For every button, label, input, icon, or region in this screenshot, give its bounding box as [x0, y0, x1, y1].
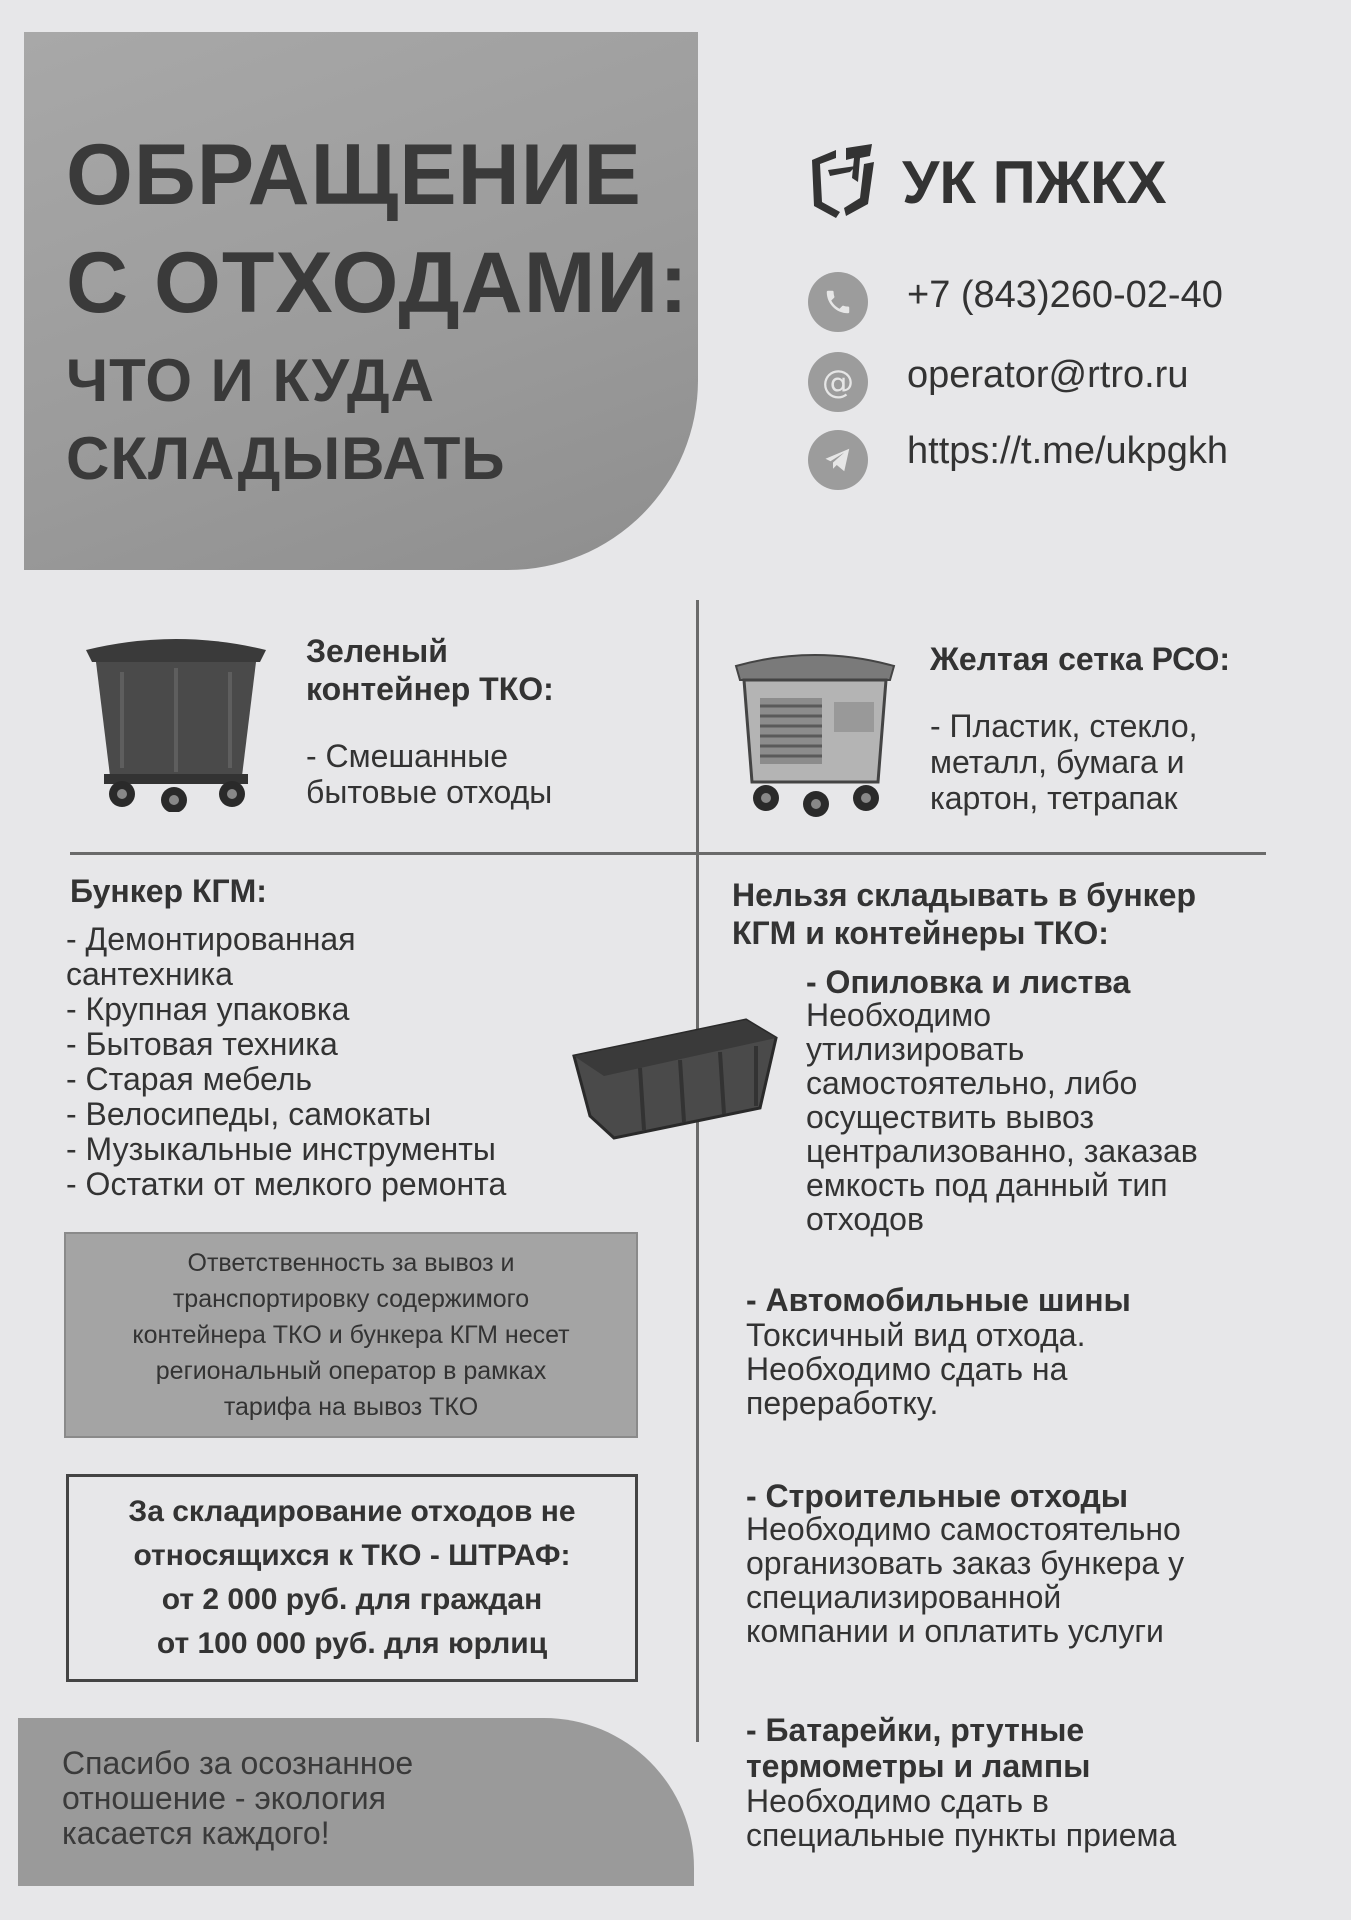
forbidden-item-title-line: термометры и лампы: [746, 1748, 1091, 1784]
forbidden-item-body-line: Токсичный вид отхода.: [746, 1317, 1086, 1353]
vertical-divider: [696, 600, 699, 1742]
thanks-line: Спасибо за осознанное: [62, 1745, 414, 1781]
forbidden-item-body: [806, 998, 1286, 1236]
forbidden-item-title: - Опиловка и листва: [806, 964, 1131, 1000]
forbidden-heading-line-2: КГМ и контейнеры ТКО:: [732, 915, 1109, 951]
forbidden-heading: [732, 876, 1292, 952]
phone-number: +7 (843)260-02-40: [907, 274, 1223, 316]
list-item: - Остатки от мелкого ремонта: [66, 1166, 507, 1202]
forbidden-item-title: - Автомобильные шины: [746, 1282, 1131, 1318]
forbidden-item-body-line: компании и оплатить услуги: [746, 1613, 1164, 1649]
forbidden-item-title: - Строительные отходы: [746, 1478, 1129, 1514]
forbidden-item-body-line: самостоятельно, либо: [806, 1065, 1138, 1101]
yellow-net-body-line-2: металл, бумага и: [930, 744, 1185, 780]
forbidden-item-body-line: централизованно, заказав: [806, 1133, 1198, 1169]
kgm-list: [66, 922, 506, 1202]
yellow-net-bin-icon: [730, 640, 900, 818]
list-item: - Бытовая техника: [66, 1026, 338, 1062]
thanks-line: касается каждого!: [62, 1815, 330, 1851]
fine-box: [66, 1474, 638, 1682]
forbidden-item-body: [746, 1512, 1286, 1648]
subtitle-line-1: ЧТО И КУДА: [66, 347, 435, 414]
forbidden-item-body-line: специальные пункты приема: [746, 1817, 1177, 1853]
title-line-2: С ОТХОДАМИ:: [66, 235, 689, 331]
title-line-1: ОБРАЩЕНИЕ: [66, 127, 642, 223]
green-container-heading: [306, 632, 606, 708]
list-item: - Демонтированная: [66, 921, 356, 957]
forbidden-item-body-line: Необходимо сдать в: [746, 1783, 1049, 1819]
forbidden-heading-line-1: Нельзя складывать в бункер: [732, 877, 1197, 913]
fine-line: от 2 000 руб. для граждан: [161, 1583, 543, 1616]
thanks-line: отношение - экология: [62, 1780, 386, 1816]
list-item: - Крупная упаковка: [66, 991, 350, 1027]
forbidden-item-body-line: Необходимо: [806, 997, 992, 1033]
forbidden-item-body-line: осуществить вывоз: [806, 1099, 1095, 1135]
fine-line: от 100 000 руб. для юрлиц: [156, 1627, 548, 1660]
forbidden-item-body-line: Необходимо самостоятельно: [746, 1511, 1181, 1547]
thanks-text: [62, 1746, 582, 1851]
list-item: - Музыкальные инструменты: [66, 1131, 496, 1167]
responsibility-line: тарифа на вывоз ТКО: [223, 1393, 479, 1421]
list-item: - Старая мебель: [66, 1061, 313, 1097]
fine-line: относящихся к ТКО - ШТРАФ:: [133, 1539, 571, 1572]
list-item: - Велосипеды, самокаты: [66, 1096, 432, 1132]
forbidden-item-body-line: переработку.: [746, 1385, 939, 1421]
forbidden-item-body: [746, 1318, 1206, 1420]
responsibility-box: [64, 1232, 638, 1438]
skip-bin-icon: [570, 1012, 780, 1140]
company-logo-icon: [806, 142, 880, 220]
green-container-heading-line-2: контейнер ТКО:: [306, 671, 554, 707]
yellow-net-body-line-3: картон, тетрапак: [930, 780, 1178, 816]
forbidden-item-body-line: утилизировать: [806, 1031, 1025, 1067]
forbidden-item-title-line: - Батарейки, ртутные: [746, 1712, 1085, 1748]
horizontal-divider: [70, 852, 1266, 855]
responsibility-line: региональный оператор в рамках: [155, 1357, 547, 1385]
yellow-net-body: [930, 708, 1310, 816]
responsibility-line: транспортировку содержимого: [172, 1285, 530, 1313]
phone-icon: [808, 272, 868, 332]
kgm-heading: Бункер КГМ:: [70, 873, 267, 909]
telegram-link: https://t.me/ukpgkh: [907, 430, 1229, 472]
responsibility-line: контейнера ТКО и бункера КГМ несет: [132, 1321, 570, 1349]
forbidden-item-body: [746, 1784, 1266, 1852]
subtitle-line-2: СКЛАДЫВАТЬ: [66, 425, 506, 492]
forbidden-item-body-line: организовать заказ бункера у: [746, 1545, 1185, 1581]
responsibility-line: Ответственность за вывоз и: [187, 1249, 515, 1277]
green-container-body-line-1: - Смешанные: [306, 738, 509, 774]
email-icon: @: [808, 352, 868, 412]
company-name: УК ПЖКХ: [902, 149, 1167, 216]
list-item: сантехника: [66, 956, 233, 992]
green-container-body: [306, 738, 666, 810]
forbidden-item-body-line: специализированной: [746, 1579, 1062, 1615]
yellow-net-body-line-1: - Пластик, стекло,: [930, 708, 1198, 744]
fine-line: За складирование отходов не: [128, 1495, 576, 1528]
forbidden-item-body-line: отходов: [806, 1201, 924, 1237]
green-container-body-line-2: бытовые отходы: [306, 774, 553, 810]
green-container-heading-line-1: Зеленый: [306, 633, 448, 669]
telegram-icon: [808, 430, 868, 490]
email-address: operator@rtro.ru: [907, 354, 1189, 396]
forbidden-item-body-line: емкость под данный тип: [806, 1167, 1168, 1203]
green-bin-icon: [82, 628, 270, 812]
forbidden-item-body-line: Необходимо сдать на: [746, 1351, 1068, 1387]
forbidden-item-title: [746, 1712, 1186, 1784]
yellow-net-heading: Желтая сетка РСО:: [930, 641, 1231, 677]
